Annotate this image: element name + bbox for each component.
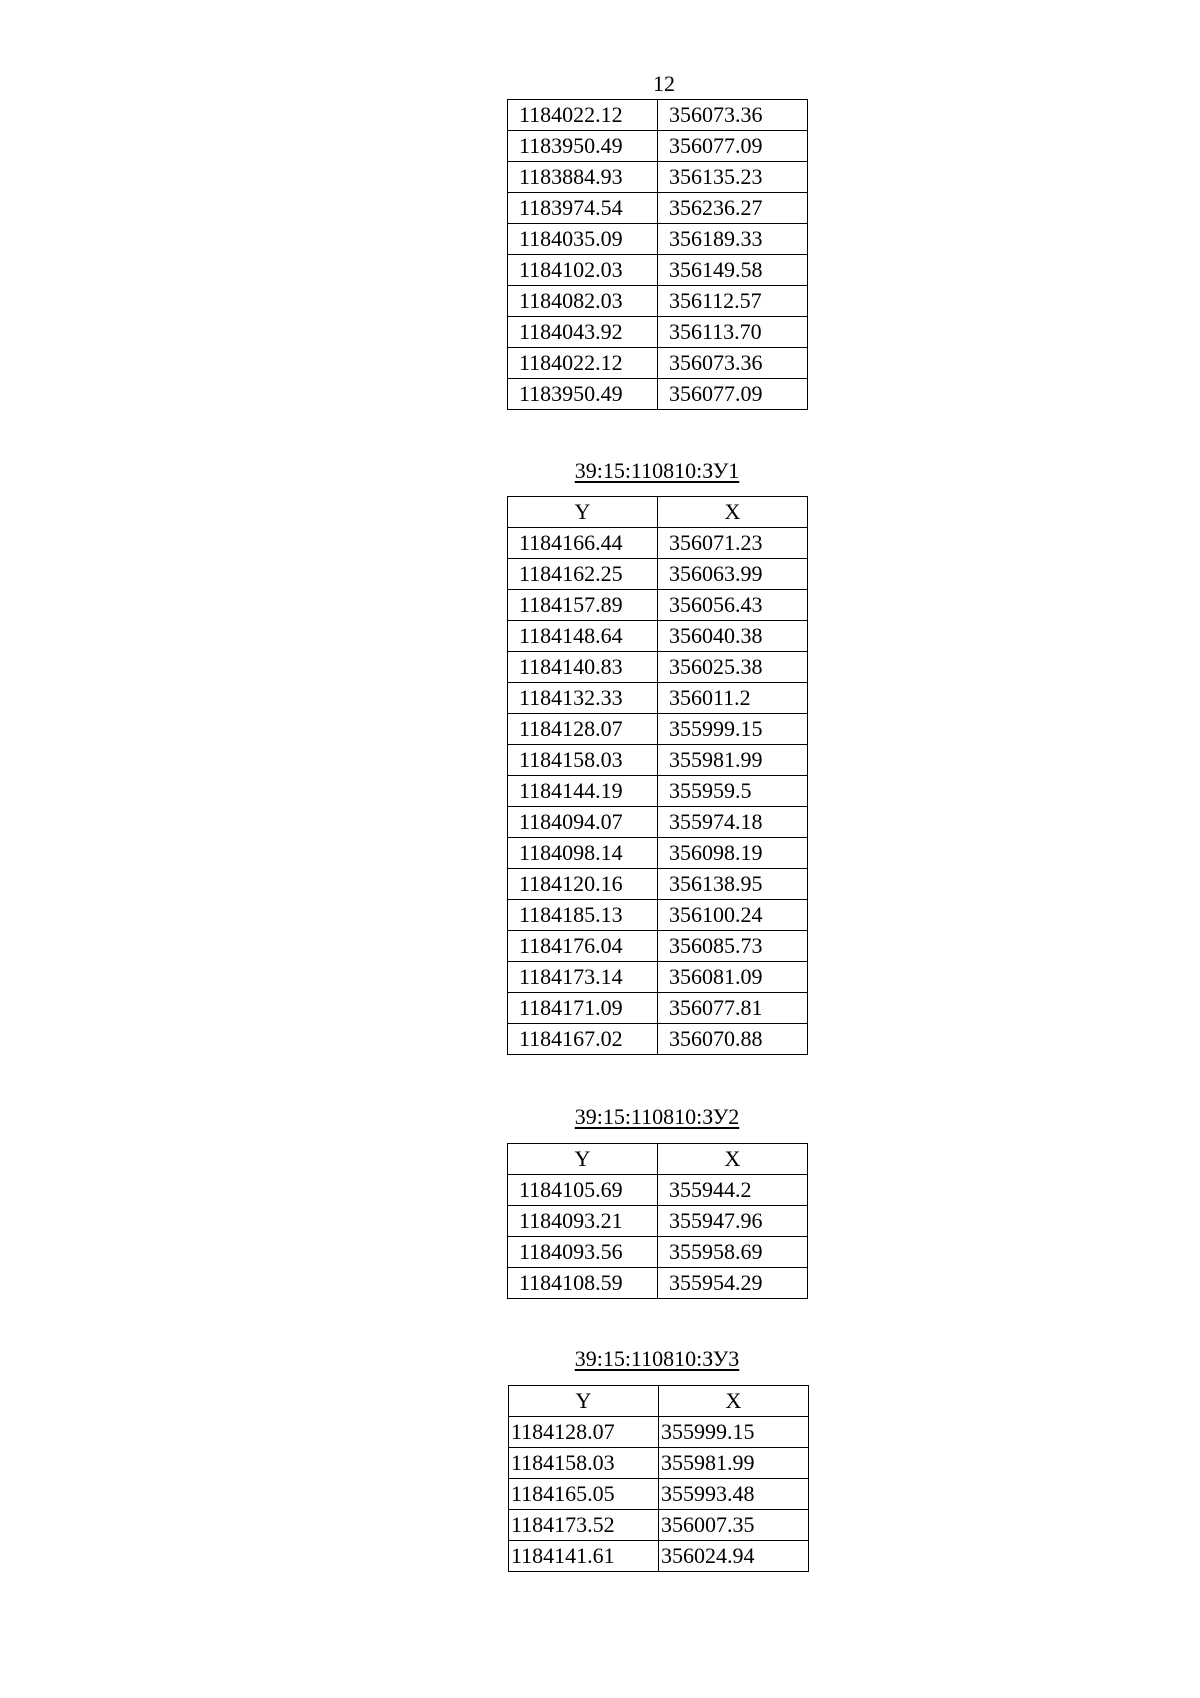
table-row: [508, 931, 808, 962]
cell-y: 1184173.14: [508, 962, 658, 993]
table-row: [508, 131, 808, 162]
table-row: [509, 1448, 809, 1479]
cell-x: 356073.36: [658, 100, 808, 131]
table-row: [508, 838, 808, 869]
cell-y: 1184140.83: [508, 652, 658, 683]
cell-y: 1184176.04: [508, 931, 658, 962]
cell-x: 356236.27: [658, 193, 808, 224]
cell-y: 1184165.05: [509, 1479, 659, 1510]
table-row: [509, 1417, 809, 1448]
cell-x: 356138.95: [658, 869, 808, 900]
cell-x: 356071.23: [658, 528, 808, 559]
cell-y: 1184171.09: [508, 993, 658, 1024]
cell-x: 356113.70: [658, 317, 808, 348]
table-row: [508, 1268, 808, 1299]
table-row: [508, 683, 808, 714]
table-row: [508, 621, 808, 652]
column-header-x: X: [659, 1386, 809, 1417]
cell-x: 355974.18: [658, 807, 808, 838]
cell-x: 355944.2: [658, 1175, 808, 1206]
section-title-zu2: 39:15:110810:ЗУ2: [574, 1104, 740, 1129]
cell-x: 355999.15: [658, 714, 808, 745]
cell-y: 1183950.49: [508, 379, 658, 410]
cell-x: 355999.15: [659, 1417, 809, 1448]
cell-y: 1184108.59: [508, 1268, 658, 1299]
table-row: [508, 379, 808, 410]
cell-x: 356024.94: [659, 1541, 809, 1572]
table-row: [509, 1510, 809, 1541]
cell-x: 356081.09: [658, 962, 808, 993]
cell-x: 355954.29: [658, 1268, 808, 1299]
section-title-zu1: 39:15:110810:ЗУ1: [574, 458, 740, 483]
cell-y: 1183974.54: [508, 193, 658, 224]
cell-y: 1183950.49: [508, 131, 658, 162]
cell-x: 356098.19: [658, 838, 808, 869]
table-row: [508, 652, 808, 683]
cell-x: 356077.09: [658, 131, 808, 162]
cell-y: 1184093.21: [508, 1206, 658, 1237]
cell-x: 356077.09: [658, 379, 808, 410]
table-row: [508, 193, 808, 224]
cell-y: 1184173.52: [509, 1510, 659, 1541]
cell-x: 356056.43: [658, 590, 808, 621]
cell-y: 1184035.09: [508, 224, 658, 255]
column-header-y: Y: [508, 497, 658, 528]
table-row: [508, 745, 808, 776]
cell-x: 356025.38: [658, 652, 808, 683]
cell-x: 355958.69: [658, 1237, 808, 1268]
table-row: [508, 993, 808, 1024]
cell-y: 1184093.56: [508, 1237, 658, 1268]
table-header-row: [509, 1386, 809, 1417]
table-row: [508, 559, 808, 590]
cell-y: 1184185.13: [508, 900, 658, 931]
table-row: [508, 900, 808, 931]
cell-x: 355981.99: [659, 1448, 809, 1479]
table-row: [508, 869, 808, 900]
cell-y: 1184022.12: [508, 100, 658, 131]
table-row: [509, 1479, 809, 1510]
table-row: [508, 317, 808, 348]
table-row: [508, 962, 808, 993]
table-row: [508, 590, 808, 621]
table-row: [508, 714, 808, 745]
cell-y: 1184162.25: [508, 559, 658, 590]
cell-x: 356070.88: [658, 1024, 808, 1055]
cell-x: 356189.33: [658, 224, 808, 255]
cell-y: 1184128.07: [509, 1417, 659, 1448]
coordinate-table-zu1: [507, 496, 808, 1055]
coordinate-table-zu3: [508, 1385, 809, 1572]
cell-x: 356063.99: [658, 559, 808, 590]
cell-y: 1184148.64: [508, 621, 658, 652]
coordinate-table-continuation: [507, 99, 808, 410]
cell-x: 355993.48: [659, 1479, 809, 1510]
column-header-y: Y: [509, 1386, 659, 1417]
cell-y: 1184141.61: [509, 1541, 659, 1572]
cell-x: 355981.99: [658, 745, 808, 776]
table-row: [508, 1237, 808, 1268]
cell-x: 356040.38: [658, 621, 808, 652]
page-number: 12: [653, 71, 675, 96]
cell-y: 1184132.33: [508, 683, 658, 714]
table-row: [508, 162, 808, 193]
table-row: [508, 100, 808, 131]
coordinate-table-zu2: [507, 1143, 808, 1299]
table-row: [508, 1024, 808, 1055]
table-header-row: [508, 497, 808, 528]
table-row: [508, 286, 808, 317]
cell-x: 356011.2: [658, 683, 808, 714]
cell-y: 1184043.92: [508, 317, 658, 348]
table-row: [509, 1541, 809, 1572]
cell-x: 356149.58: [658, 255, 808, 286]
cell-y: 1184144.19: [508, 776, 658, 807]
cell-y: 1184022.12: [508, 348, 658, 379]
cell-y: 1184158.03: [509, 1448, 659, 1479]
cell-x: 356085.73: [658, 931, 808, 962]
section-title-zu3: 39:15:110810:ЗУ3: [574, 1346, 740, 1371]
table-row: [508, 807, 808, 838]
cell-x: 356073.36: [658, 348, 808, 379]
cell-y: 1184098.14: [508, 838, 658, 869]
cell-y: 1184082.03: [508, 286, 658, 317]
cell-y: 1184158.03: [508, 745, 658, 776]
column-header-x: X: [658, 497, 808, 528]
column-header-x: X: [658, 1144, 808, 1175]
cell-y: 1184120.16: [508, 869, 658, 900]
cell-y: 1184128.07: [508, 714, 658, 745]
cell-x: 356112.57: [658, 286, 808, 317]
table-row: [508, 1175, 808, 1206]
table-row: [508, 224, 808, 255]
cell-y: 1184167.02: [508, 1024, 658, 1055]
cell-x: 355959.5: [658, 776, 808, 807]
table-row: [508, 1206, 808, 1237]
cell-x: 356100.24: [658, 900, 808, 931]
cell-x: 355947.96: [658, 1206, 808, 1237]
table-header-row: [508, 1144, 808, 1175]
cell-y: 1184157.89: [508, 590, 658, 621]
cell-x: 356077.81: [658, 993, 808, 1024]
table-row: [508, 776, 808, 807]
cell-y: 1183884.93: [508, 162, 658, 193]
table-row: [508, 348, 808, 379]
cell-y: 1184105.69: [508, 1175, 658, 1206]
cell-y: 1184094.07: [508, 807, 658, 838]
table-row: [508, 255, 808, 286]
cell-y: 1184102.03: [508, 255, 658, 286]
cell-x: 356135.23: [658, 162, 808, 193]
cell-x: 356007.35: [659, 1510, 809, 1541]
column-header-y: Y: [508, 1144, 658, 1175]
table-row: [508, 528, 808, 559]
cell-y: 1184166.44: [508, 528, 658, 559]
